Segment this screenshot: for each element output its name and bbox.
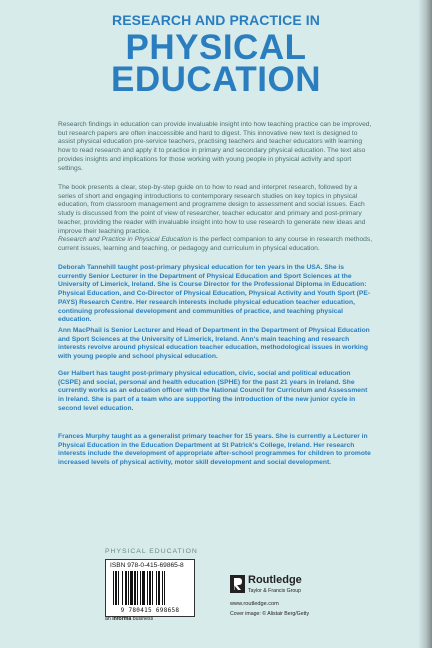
series-label: PHYSICAL EDUCATION xyxy=(105,548,198,555)
blurb-paragraph-1: Research findings in education can provide invaluable insight into how teaching practice can be improved, but research papers are often inaccessible and hard to digest. This innovative new text is designed to assist physical education pre-service teachers, practising teachers and teacher educators with learning how to read research and apply it to practice in primary and secondary physical education. The text also provides insights and implications for those working with young people in physical activity and sport settings. xyxy=(58,121,372,172)
isbn-label: ISBN 978-0-415-69865-8 xyxy=(110,562,184,569)
title-top-line: RESEARCH AND PRACTICE IN xyxy=(111,12,320,28)
publisher-name: Routledge xyxy=(248,574,302,586)
cover-image-credit: Cover image: © Alistair Berg/Getty xyxy=(230,611,310,617)
informa-business xyxy=(105,616,153,622)
author-bio-halbert: Ger Halbert has taught post-primary physical education, civic, social and political education (CSPE) and social, personal and health education (SPHE) for the past 21 years in Ireland. She currently works as an education officer with the National Council for Curriculum and Assessment in Ireland. She is part of a team who are supporting the introduction of the new junior cycle in second level education. xyxy=(58,370,368,412)
book-title-italic: Research and Practice in Physical Education xyxy=(58,236,192,243)
barcode-bars xyxy=(113,571,187,605)
publisher-website: www.routledge.com xyxy=(230,601,279,607)
informa-brand: informa xyxy=(112,616,132,622)
author-bio-macphail: Ann MacPhail is Senior Lecturer and Head of Department in the Department of Physical Education and Sport Sciences at the University of Limerick, Ireland. Ann's main teaching and research interests revolve around physical education teacher education, methodological issues in working with young people and school physical education. xyxy=(58,327,370,361)
isbn-digits: 9 780415 698658 xyxy=(120,607,180,614)
informa-suffix: business xyxy=(131,616,154,622)
publisher-group: Taylor & Francis Group xyxy=(248,588,302,594)
author-bio-tannehill: Deborah Tannehill taught post-primary physical education for ten years in the USA. She is currently Senior Lecturer in the Department of Physical Education and Sport Sciences at the University of Limerick, Ireland. She is Course Director for the Professional Diploma in Education: Physical Education, and Co-Director of Physical Education, Physical Activity and Youth Sport (PE-PAYS) Research Centre. Her research interests include physical education teacher education, continuing professional development and communities of practice, and teaching physical education. xyxy=(58,264,371,324)
title-line-2: EDUCATION xyxy=(111,60,321,99)
blurb-paragraph-3-rest: is the perfect companion to any course in research methods, current issues, learning and teaching, or pedagogy and curriculum in physical education. xyxy=(58,236,373,252)
informa-prefix: an xyxy=(105,616,113,622)
barcode xyxy=(105,559,195,617)
author-bio-murphy: Frances Murphy taught as a generalist primary teacher for 15 years. She is currently a Lecturer in Physical Education in the Education Department at St Patrick's College, Ireland. Her research interests include the development of appropriate after-school programmes for children to promote increased levels of physical activity, motor skill development and social development. xyxy=(58,433,371,467)
title-line-1: PHYSICAL xyxy=(125,28,307,67)
routledge-logo-icon xyxy=(230,575,245,593)
blurb-paragraph-2: The book presents a clear, step-by-step guide on to how to read and interpret research, followed by a series of short and engaging introductions to contemporary research studies on key topics in physical education, from classroom management and programme design to assessment and social issues. Each study is discussed from the point of view of researcher, teacher educator and primary and post-primary teacher, providing the reader with invaluable insight into how to use research to generate new ideas and improve their teaching practice. xyxy=(58,184,366,235)
spine-shadow xyxy=(418,0,432,648)
blurb-paragraph-3 xyxy=(58,236,374,253)
